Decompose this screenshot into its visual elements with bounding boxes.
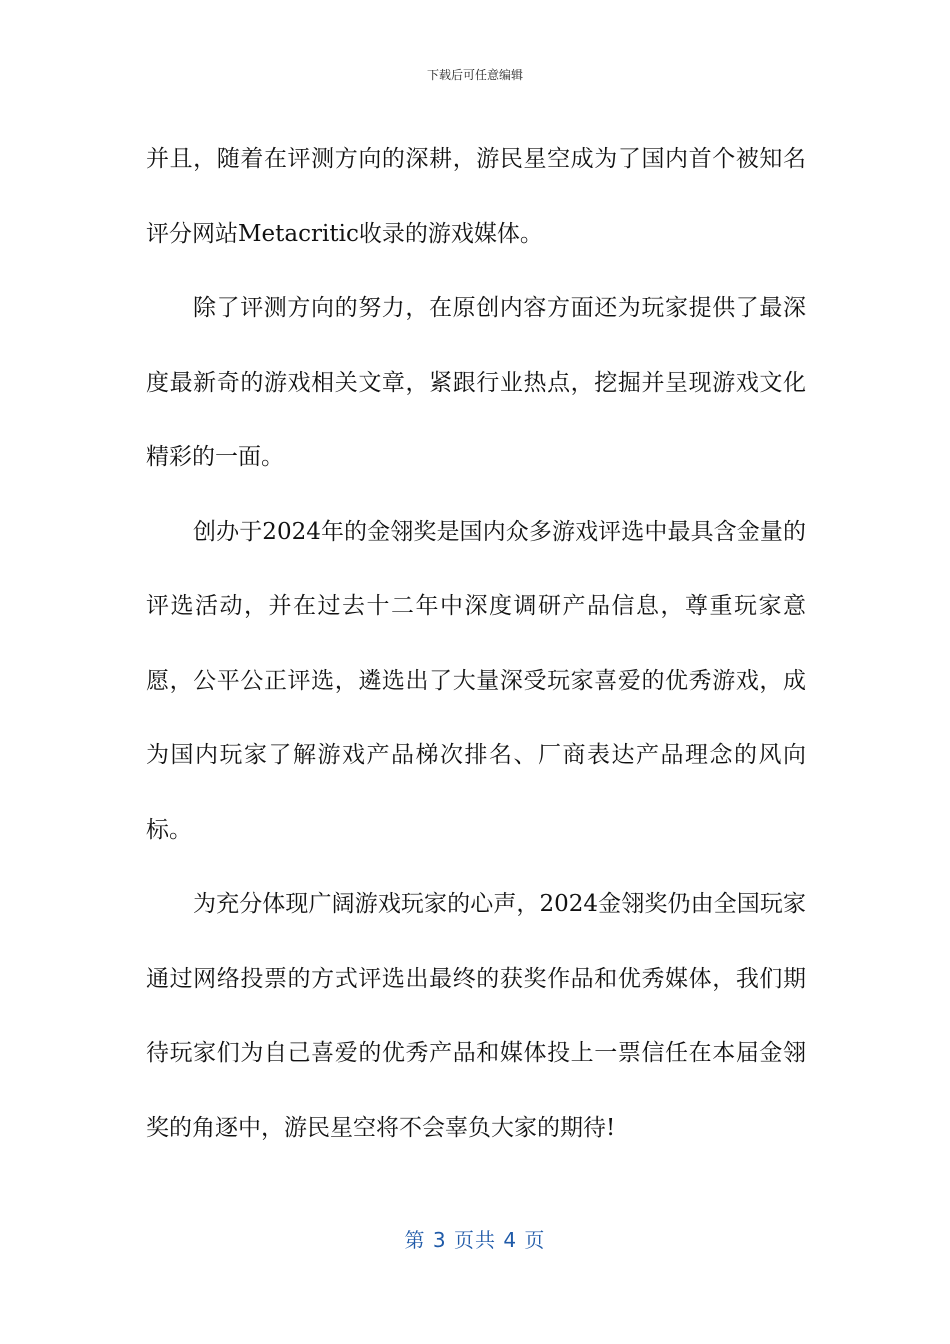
paragraph-4: 为充分体现广阔游戏玩家的心声，2024金翎奖仍由全国玩家通过网络投票的方式评选出最终的获奖作品和优秀媒体，我们期待玩家们为自己喜爱的优秀产品和媒体投上一票信任在本届金翎奖的角逐中，游民星空将不会辜负大家的期待!: [146, 891, 806, 1141]
page-header-note: 下载后可任意编辑: [426, 68, 523, 82]
paragraph-2: 除了评测方向的努力，在原创内容方面还为玩家提供了最深度最新奇的游戏相关文章，紧跟行业热点，挖掘并呈现游戏文化精彩的一面。: [146, 295, 806, 470]
page-number: 第 3 页共 4 页: [404, 1228, 546, 1252]
document-body: [146, 122, 806, 1165]
paragraph-3: 创办于2024年的金翎奖是国内众多游戏评选中最具含金量的评选活动，并在过去十二年中深度调研产品信息，尊重玩家意愿，公平公正评选，遴选出了大量深受玩家喜爱的优秀游戏，成为国内玩家了解游戏产品梯次排名、厂商表达产品理念的风向标。: [146, 518, 806, 843]
paragraph-1: 并且，随着在评测方向的深耕，游民星空成为了国内首个被知名评分网站Metacritic收录的游戏媒体。: [146, 146, 806, 247]
